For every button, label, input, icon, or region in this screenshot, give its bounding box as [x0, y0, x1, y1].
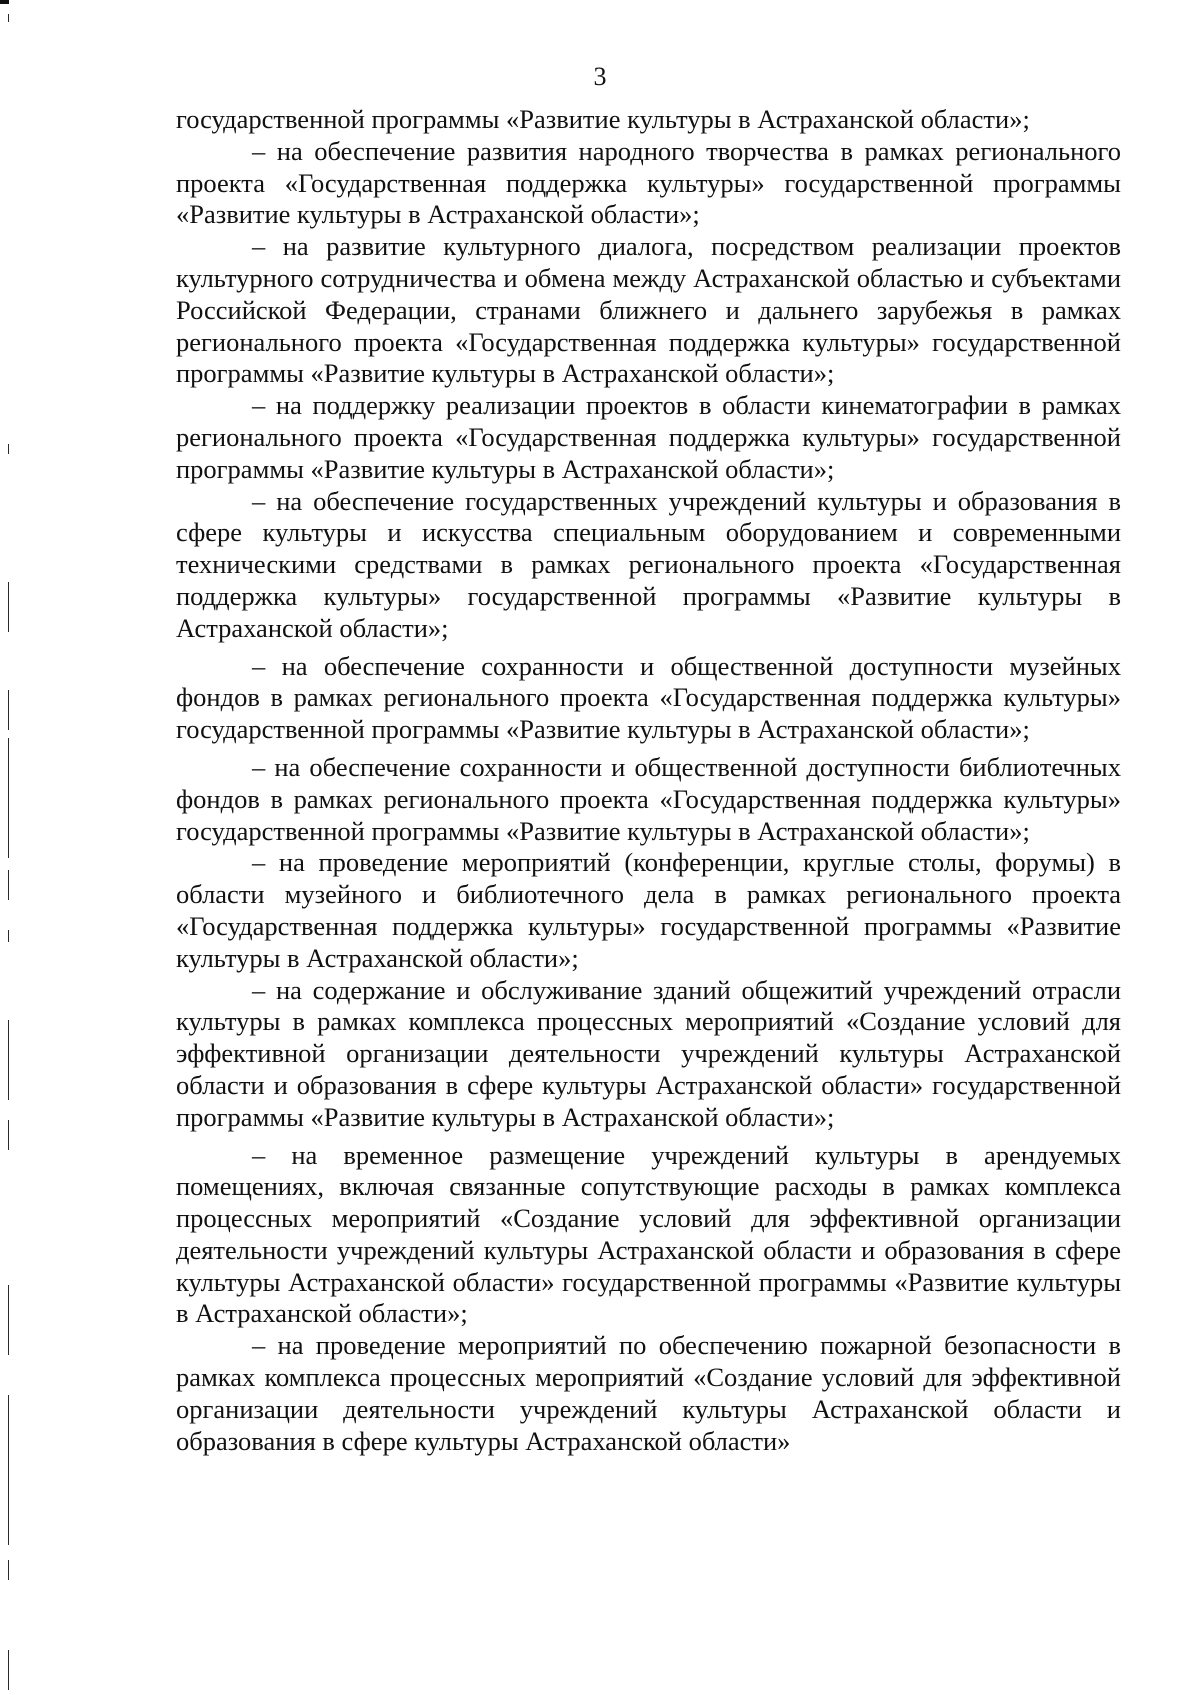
body-text	[176, 104, 1121, 1457]
paragraph-cultural-dialogue: – на развитие культурного диалога, посредством реализации проектов культурного сотрудничества и обмена между Астраханской областью и субъектами Российской Федерации, странами ближнего и дальнего зарубежья в рамках регионального проекта «Государственная поддержка культуры» государственной программы «Развитие культуры в Астраханской области»;	[176, 231, 1121, 389]
paragraph-rented-premises: – на временное размещение учреждений культуры в арендуемых помещениях, включая связанные сопутствующие расходы в рамках комплекса процессных мероприятий «Создание условий для эффективной организации деятельности учреждений культуры Астраханской области и образования в сфере культуры Астраханской области» государственной программы «Развитие культуры в Астраханской области»;	[176, 1139, 1121, 1329]
paragraph-continuation: государственной программы «Развитие культуры в Астраханской области»;	[176, 104, 1030, 134]
scan-edge-mark	[8, 582, 9, 632]
scan-edge-mark	[8, 690, 9, 730]
scan-edge-mark	[8, 1120, 9, 1150]
scan-edge-mark	[8, 930, 9, 942]
scan-edge-mark	[8, 444, 9, 454]
paragraph-fire-safety: – на проведение мероприятий по обеспечению пожарной безопасности в рамках комплекса процессных мероприятий «Создание условий для эффективной организации деятельности учреждений культуры Астраханской области и образования в сфере культуры Астраханской области»	[176, 1330, 1121, 1456]
page-number: 3	[593, 62, 607, 91]
scan-edge-mark	[8, 1395, 9, 1545]
paragraph-library-funds: – на обеспечение сохранности и общественной доступности библиотечных фондов в рамках регионального проекта «Государственная поддержка культуры» государственной программы «Развитие культуры в Астраханской области»;	[176, 751, 1121, 846]
scan-edge-mark	[8, 870, 9, 900]
scan-edge-mark	[8, 1020, 9, 1100]
paragraph-museum-funds: – на обеспечение сохранности и общественной доступности музейных фондов в рамках регионального проекта «Государственная поддержка культуры» государственной программы «Развитие культуры в Астраханской области»;	[176, 650, 1121, 745]
scan-edge-mark	[8, 14, 9, 22]
paragraph-conferences: – на проведение мероприятий (конференции, круглые столы, форумы) в области музейного и библиотечного дела в рамках регионального проекта «Государственная поддержка культуры» государственной программы «Развитие культуры в Астраханской области»;	[176, 847, 1121, 973]
scan-edge-mark	[8, 1650, 9, 1690]
scan-edge-mark	[8, 1285, 9, 1355]
scan-corner-mark	[0, 0, 9, 4]
scan-edge-mark	[8, 1560, 9, 1580]
paragraph-folk-art: – на обеспечение развития народного творчества в рамках регионального проекта «Государственная поддержка культуры» государственной программы «Развитие культуры в Астраханской области»;	[176, 135, 1121, 230]
scan-edge-mark	[8, 738, 9, 858]
paragraph-equipment: – на обеспечение государственных учреждений культуры и образования в сфере культуры и искусства специальным оборудованием и современными техническими средствами в рамках регионального проекта «Государственная поддержка культуры» государственной программы «Развитие культуры в Астраханской области»;	[176, 485, 1121, 643]
paragraph-dormitories: – на содержание и обслуживание зданий общежитий учреждений отрасли культуры в рамках комплекса процессных мероприятий «Создание условий для эффективной организации деятельности учреждений культуры Астраханской области и образования в сфере культуры Астраханской области» государственной программы «Развитие культуры в Астраханской области»;	[176, 974, 1121, 1132]
paragraph-cinematography: – на поддержку реализации проектов в области кинематографии в рамках регионального проекта «Государственная поддержка культуры» государственной программы «Развитие культуры в Астраханской области»;	[176, 390, 1121, 484]
